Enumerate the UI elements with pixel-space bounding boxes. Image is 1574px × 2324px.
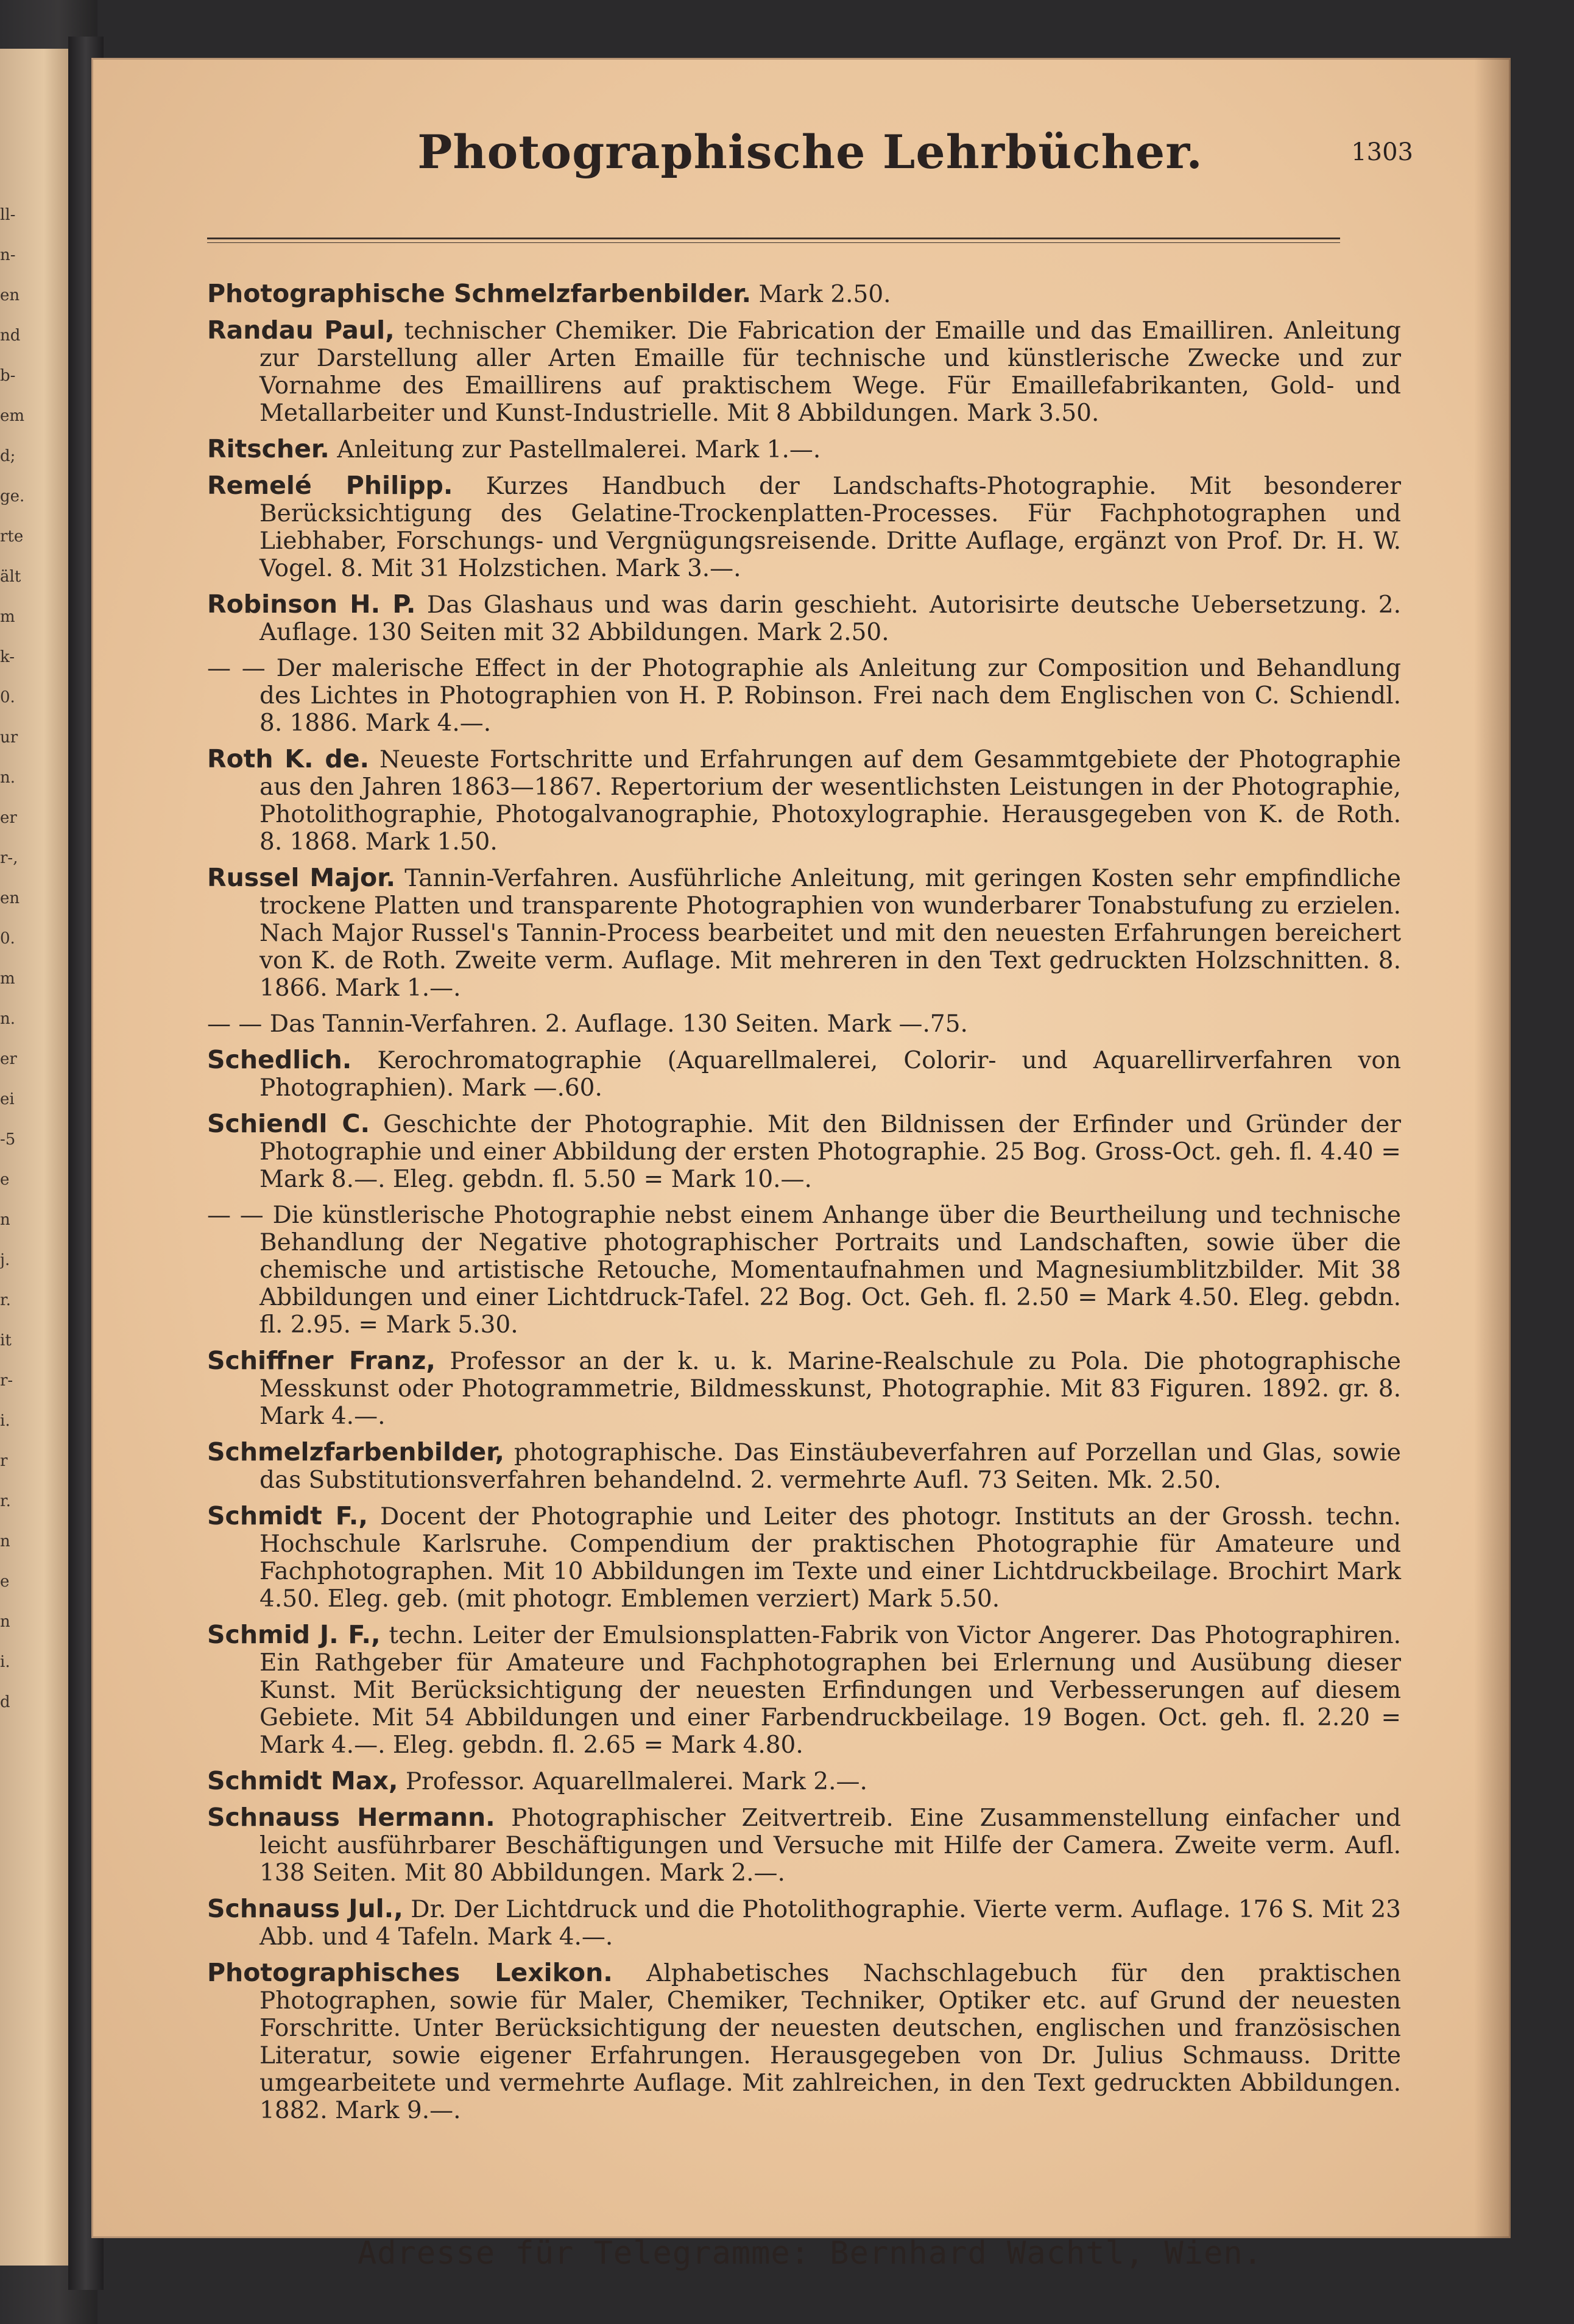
page-content bbox=[207, 125, 1413, 2272]
previous-page-fragment: k- bbox=[0, 648, 15, 666]
previous-page-fragment: ll- bbox=[0, 206, 16, 224]
previous-page-fragment: en bbox=[0, 889, 20, 907]
previous-page-fragment: b- bbox=[0, 367, 16, 385]
catalog-entries bbox=[207, 280, 1401, 2133]
catalog-entry bbox=[207, 1110, 1401, 1193]
catalog-entry bbox=[207, 280, 1401, 308]
entry-author: Schedlich. bbox=[207, 1045, 352, 1074]
catalog-entry bbox=[207, 1895, 1401, 1951]
previous-page-fragment: em bbox=[0, 407, 25, 425]
previous-page-edge bbox=[0, 49, 73, 2266]
entry-description: Photographischer Zeitvertreib. Eine Zusammenstellung einfacher und leicht ausführbarer Beschäftigungen und Versuche mit Hilfe der Camera. Zweite verm. Aufl. 138 Seiten. Mit 80 Abbildungen. Mark 2.—. bbox=[259, 1805, 1402, 1887]
catalog-entry bbox=[207, 1438, 1401, 1494]
entry-author: Robinson H. P. bbox=[207, 590, 416, 619]
previous-page-fragment: r. bbox=[0, 1291, 11, 1309]
catalog-entry bbox=[207, 435, 1401, 463]
previous-page-fragment: nd bbox=[0, 326, 21, 345]
previous-page-fragment: n- bbox=[0, 246, 16, 264]
previous-page-fragment: e bbox=[0, 1572, 10, 1591]
entry-author: Russel Major. bbox=[207, 863, 396, 892]
entry-description: Anleitung zur Pastellmalerei. Mark 1.—. bbox=[329, 436, 821, 463]
catalog-entry bbox=[207, 745, 1401, 856]
previous-page-fragment: rte bbox=[0, 527, 24, 546]
entry-description: photographische. Das Einstäubeverfahren auf Porzellan und Glas, sowie das Substitutionsverfahren behandelnd. 2. vermehrte Aufl. 73 Seiten. Mk. 2.50. bbox=[259, 1439, 1401, 1494]
previous-page-fragment: 0. bbox=[0, 688, 15, 706]
entry-author: Roth K. de. bbox=[207, 744, 370, 773]
entry-description: Neueste Fortschritte und Erfahrungen auf dem Gesammtgebiete der Photographie aus den Jahren 1863—1867. Repertorium der wesentlichsten Leistungen in der Photographie, Photolithographie, Photogalvanographie, Photoxylographie. Herausgegeben von K. de Roth. 8. 1868. Mark 1.50. bbox=[259, 746, 1401, 856]
entry-author: Schmelzfarbenbilder, bbox=[207, 1437, 504, 1467]
catalog-entry bbox=[207, 1202, 1401, 1339]
entry-author: Schmid J. F., bbox=[207, 1620, 381, 1649]
previous-page-fragment: n. bbox=[0, 1010, 16, 1028]
catalog-entry bbox=[207, 864, 1401, 1002]
catalog-entry bbox=[207, 1347, 1401, 1430]
entry-author: Ritscher. bbox=[207, 434, 330, 463]
book-page bbox=[91, 58, 1511, 2272]
entry-author: Schmidt F., bbox=[207, 1501, 368, 1530]
previous-page-fragment: i. bbox=[0, 1653, 10, 1671]
catalog-entry bbox=[207, 1621, 1401, 1759]
page-header bbox=[207, 125, 1413, 216]
previous-page-fragment: ur bbox=[0, 728, 18, 747]
page-edge-shadow bbox=[1474, 58, 1511, 2238]
entry-description: Tannin-Verfahren. Ausführliche Anleitung, mit geringen Kosten sehr empfindliche trockene Platten und transparente Photographien von wunderbarer Tonabstufung zu erzielen. Nach Major Russel's Tannin-Process bearbeitet und mit den neuesten Erfahrungen bereichert von K. de Roth. Zweite verm. Auflage. Mit mehreren in den Text gedruckten Holzschnitten. 8. 1866. Mark 1.—. bbox=[259, 865, 1401, 1002]
previous-page-fragment: en bbox=[0, 286, 20, 305]
previous-page-fragment: ält bbox=[0, 568, 21, 586]
entry-description: — — Die künstlerische Photographie nebst einem Anhange über die Beurtheilung und technische Behandlung der Negative photographischer Portraits und Landschaften, sowie über die chemische und artistische Retouche, Momentaufnahmen und Magnesiumblitzbilder. Mit 38 Abbildungen und einer Lichtdruck-Tafel. 22 Bog. Oct. Geh. fl. 2.50 = Mark 4.50. Eleg. gebdn. fl. 2.95. = Mark 5.30. bbox=[207, 1202, 1401, 1339]
previous-page-fragment: n bbox=[0, 1532, 10, 1551]
catalog-entry bbox=[207, 472, 1401, 582]
catalog-entry bbox=[207, 1010, 1401, 1038]
previous-page-fragment: n bbox=[0, 1211, 10, 1229]
previous-page-fragment: it bbox=[0, 1331, 12, 1350]
previous-page-fragment: e bbox=[0, 1171, 10, 1189]
entry-author: Schiendl C. bbox=[207, 1109, 370, 1138]
previous-page-fragment: r bbox=[0, 1452, 8, 1470]
telegram-address-footer: Adresse für Telegramme: Bernhard Wachtl, Wien. bbox=[357, 2235, 1263, 2272]
entry-author: Remelé Philipp. bbox=[207, 471, 453, 500]
header-rule-thin bbox=[207, 242, 1340, 243]
previous-page-fragment: r. bbox=[0, 1492, 11, 1510]
previous-page-fragment: m bbox=[0, 608, 15, 626]
entry-description: techn. Leiter der Emulsionsplatten-Fabrik von Victor Angerer. Das Photographiren. Ein Rathgeber für Amateure und Fachphotographen bei Erlernung und Ausübung dieser Kunst. Mit Berücksichtigung der neuesten Erfindungen und Verbesserungen auf diesem Gebiete. Mit 54 Abbildungen und einer Farbendruckbeilage. 19 Bogen. Oct. geh. fl. 2.20 = Mark 4.—. Eleg. gebdn. fl. 2.65 = Mark 4.80. bbox=[259, 1622, 1401, 1759]
page-number: 1303 bbox=[1351, 138, 1413, 166]
entry-description: — — Der malerische Effect in der Photographie als Anleitung zur Composition und Behandlung des Lichtes in Photographien von H. P. Robinson. Frei nach dem Englischen von C. Schiendl. 8. 1886. Mark 4.—. bbox=[207, 655, 1401, 737]
previous-page-fragment: j. bbox=[0, 1251, 10, 1269]
entry-author: Photographische Schmelzfarbenbilder. bbox=[207, 279, 752, 308]
catalog-entry bbox=[207, 1502, 1401, 1613]
entry-description: Geschichte der Photographie. Mit den Bildnissen der Erfinder und Gründer der Photographie und einer Abbildung der ersten Photographie. 25 Bog. Gross-Oct. geh. fl. 4.40 = Mark 8.—. Eleg. gebdn. fl. 5.50 = Mark 10.—. bbox=[259, 1111, 1401, 1193]
entry-description: Docent der Photographie und Leiter des photogr. Instituts an der Grossh. techn. Hochschule Karlsruhe. Compendium der praktischen Photographie für Amateure und Fachphotographen. Mit 10 Abbildungen im Texte und einer Lichtdruckbeilage. Brochirt Mark 4.50. Eleg. geb. (mit photogr. Emblemen verziert) Mark 5.50. bbox=[259, 1503, 1401, 1613]
previous-page-fragment: 0. bbox=[0, 929, 15, 948]
entry-description: technischer Chemiker. Die Fabrication der Emaille und das Emailliren. Anleitung zur Darstellung aller Arten Emaille für technische und künstlerische Zwecke und zur Vornahme des Emaillirens auf praktischem Wege. Für Emaillefabrikanten, Gold- und Metallarbeiter und Kunst-Industrielle. Mit 8 Abbildungen. Mark 3.50. bbox=[259, 317, 1401, 427]
previous-page-fragment: i. bbox=[0, 1412, 10, 1430]
catalog-entry bbox=[207, 1959, 1401, 2124]
previous-page-fragment: ei bbox=[0, 1090, 15, 1108]
previous-page-fragment: r- bbox=[0, 1372, 13, 1390]
entry-description: Das Glashaus und was darin geschieht. Autorisirte deutsche Uebersetzung. 2. Auflage. 130 Seiten mit 32 Abbildungen. Mark 2.50. bbox=[259, 591, 1401, 646]
previous-page-fragment: er bbox=[0, 809, 17, 827]
header-rule-thick bbox=[207, 238, 1340, 239]
previous-page-fragment: m bbox=[0, 970, 15, 988]
entry-author: Photographisches Lexikon. bbox=[207, 1958, 613, 1987]
entry-author: Randau Paul, bbox=[207, 315, 395, 345]
catalog-entry bbox=[207, 1767, 1401, 1795]
catalog-entry bbox=[207, 1804, 1401, 1887]
entry-description: Kurzes Handbuch der Landschafts-Photographie. Mit besonderer Berücksichtigung des Gelatine-Trockenplatten-Processes. Für Fachphotographen und Liebhaber, Forschungs- und Vergnügungsreisende. Dritte Auflage, ergänzt von Prof. Dr. H. W. Vogel. 8. Mit 31 Holzstichen. Mark 3.—. bbox=[259, 473, 1401, 582]
catalog-entry bbox=[207, 317, 1401, 427]
catalog-entry bbox=[207, 1046, 1401, 1102]
entry-author: Schiffner Franz, bbox=[207, 1346, 436, 1375]
previous-page-text bbox=[0, 195, 25, 1722]
entry-description: Professor an der k. u. k. Marine-Realschule zu Pola. Die photographische Messkunst oder Photogrammetrie, Bildmesskunst, Photographie. Mit 83 Figuren. 1892. gr. 8. Mark 4.—. bbox=[259, 1348, 1401, 1430]
previous-page-fragment: -5 bbox=[0, 1130, 16, 1149]
entry-description: Alphabetisches Nachschlagebuch für den praktischen Photographen, sowie für Maler, Chemiker, Techniker, Optiker etc. auf Grund der neuesten Forschritte. Unter Berücksichtigung der neuesten deutschen, englischen und französischen Literatur, sowie eigener Erfahrungen. Herausgegeben von Dr. Julius Schmauss. Dritte umgearbeitete und vermehrte Auflage. Mit zahlreichen, in den Text gedruckten Abbildungen. 1882. Mark 9.—. bbox=[259, 1960, 1401, 2124]
entry-author: Schnauss Hermann. bbox=[207, 1803, 495, 1832]
entry-description: Kerochromatographie (Aquarellmalerei, Colorir- und Aquarellirverfahren von Photographien). Mark —.60. bbox=[259, 1047, 1401, 1102]
entry-author: Schmidt Max, bbox=[207, 1766, 398, 1795]
previous-page-fragment: er bbox=[0, 1050, 17, 1068]
entry-description: Professor. Aquarellmalerei. Mark 2.—. bbox=[398, 1768, 867, 1795]
previous-page-fragment: n bbox=[0, 1613, 10, 1631]
entry-description: — — Das Tannin-Verfahren. 2. Auflage. 130 Seiten. Mark —.75. bbox=[207, 1010, 968, 1038]
previous-page-fragment: d bbox=[0, 1693, 10, 1711]
entry-description: Mark 2.50. bbox=[751, 281, 891, 308]
previous-page-fragment: r-, bbox=[0, 849, 18, 867]
entry-description: Dr. Der Lichtdruck und die Photolithographie. Vierte verm. Auflage. 176 S. Mit 23 Abb. und 4 Tafeln. Mark 4.—. bbox=[259, 1896, 1401, 1951]
previous-page-fragment: d; bbox=[0, 447, 16, 465]
previous-page-fragment: ge. bbox=[0, 487, 25, 505]
entry-author: Schnauss Jul., bbox=[207, 1894, 403, 1923]
catalog-entry bbox=[207, 655, 1401, 737]
catalog-entry bbox=[207, 591, 1401, 646]
page-title: Photographische Lehrbücher. bbox=[417, 125, 1203, 179]
previous-page-fragment: n. bbox=[0, 769, 16, 787]
